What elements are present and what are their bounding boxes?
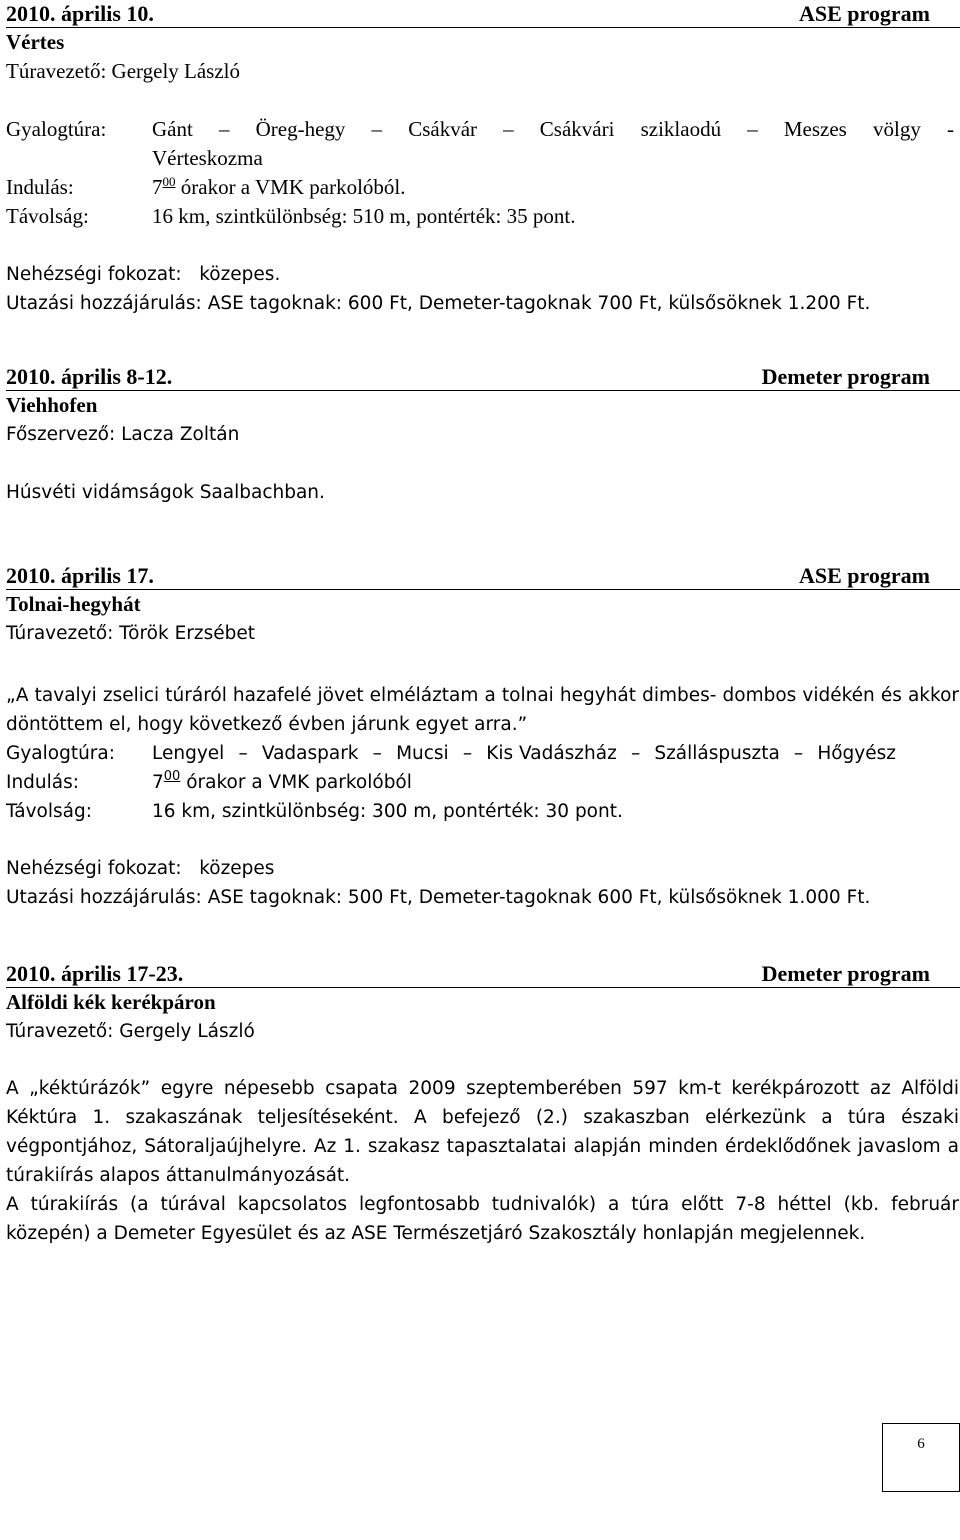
difficulty-label: Nehézségi fokozat: xyxy=(6,264,182,285)
distance-value: 16 km, szintkülönbség: 510 m, pontérték: 35 pont. xyxy=(152,204,576,228)
route-stop: Szálláspuszta xyxy=(654,743,780,764)
cost-label: Utazási hozzájárulás: xyxy=(6,887,202,908)
distance-row xyxy=(6,202,960,231)
hike-route-row xyxy=(6,739,960,768)
distance-row xyxy=(6,797,960,826)
route-stop: Mucsi xyxy=(396,743,449,764)
hike-route-cont: Vérteskozma xyxy=(152,146,263,170)
route-dash: – xyxy=(238,743,248,764)
event-date: 2010. április 10. xyxy=(6,1,154,26)
hike-route-cont-row xyxy=(6,144,960,173)
event-viehhofen xyxy=(6,363,960,562)
cost-value: ASE tagoknak: 500 Ft, Demeter-tagoknak 600 Ft, külsősöknek 1.000 Ft. xyxy=(207,887,871,908)
cost-label: Utazási hozzájárulás: xyxy=(6,293,202,314)
route-dash: – xyxy=(462,743,473,764)
cost-row xyxy=(6,883,960,912)
program-tag: Demeter program xyxy=(761,961,930,986)
distance-label: Távolság: xyxy=(6,204,89,228)
start-time: $7^{00}$ órakor a VMK parkolóból xyxy=(152,769,412,793)
event-leader: Túravezető: Török Erzsébet xyxy=(6,623,255,644)
event-header xyxy=(6,363,960,391)
cost-value: ASE tagoknak: 600 Ft, Demeter-tagoknak 700 Ft, külsősöknek 1.200 Ft. xyxy=(207,293,871,314)
route-stop: Gánt xyxy=(152,117,193,141)
route-stop: Lengyel xyxy=(152,743,225,764)
event-alfoldi-kek xyxy=(6,960,960,1248)
event-description: Húsvéti vidámságok Saalbachban. xyxy=(6,482,325,503)
event-quote: „A tavalyi zselici túráról hazafelé jövet elméláztam a tolnai hegyhát dimbes- dombos vidékén és akkor döntöttem el, hogy következő évben járunk egyet arra.” xyxy=(6,685,959,735)
difficulty-row xyxy=(6,260,960,289)
difficulty-value: közepes. xyxy=(199,264,281,285)
route-dash: – xyxy=(793,743,804,764)
event-leader: Főszervező: Lacza Zoltán xyxy=(6,424,240,445)
event-header xyxy=(6,960,960,988)
start-time: $7^{00}$ órakor a VMK parkolóból. xyxy=(152,174,406,199)
start-label: Indulás: xyxy=(6,772,79,793)
hike-route xyxy=(152,739,896,768)
hike-label: Gyalogtúra: xyxy=(6,743,115,764)
hike-route xyxy=(152,115,954,144)
event-header xyxy=(6,562,960,590)
program-tag: ASE program xyxy=(799,1,930,26)
start-row xyxy=(6,173,960,202)
difficulty-value: közepes xyxy=(199,858,275,879)
difficulty-label: Nehézségi fokozat: xyxy=(6,858,182,879)
route-stop: Öreg-hegy xyxy=(255,117,346,141)
route-stop: Csákvári xyxy=(539,117,615,141)
route-stop: Vadaspark xyxy=(261,743,359,764)
event-date: 2010. április 17-23. xyxy=(6,961,184,986)
route-stop: Meszes xyxy=(783,117,847,141)
start-row xyxy=(6,768,960,797)
event-title: Vértes xyxy=(6,30,65,54)
route-stop: sziklaodú xyxy=(640,117,722,141)
difficulty-row xyxy=(6,854,960,883)
route-dash: - xyxy=(946,117,954,141)
route-stop: Kis Vadászház xyxy=(486,743,617,764)
document-page xyxy=(6,0,960,1248)
route-dash: – xyxy=(371,117,383,141)
event-title: Tolnai-hegyhát xyxy=(6,592,141,616)
event-title: Viehhofen xyxy=(6,393,98,417)
route-stop: Hőgyész xyxy=(817,743,896,764)
event-leader: Túravezető: Gergely László xyxy=(6,59,241,83)
cost-row xyxy=(6,289,960,318)
event-paragraph: A „kéktúrázók” egyre népesebb csapata 2009 szeptemberében 597 km-t kerékpározott az Alföldi Kéktúra 1. szakaszának teljesítéseként. A befejező (2.) szakaszban elérkezünk a túra északi végpontjához, Sátoraljaújhelyre. Az 1. szakasz tapasztalatai alapján minden érdeklődőnek javaslom a túrakiírás alapos áttanulmányozását. xyxy=(6,1078,959,1186)
route-stop: völgy xyxy=(872,117,921,141)
route-dash: – xyxy=(372,743,382,764)
route-stop: Csákvár xyxy=(408,117,478,141)
event-header xyxy=(6,0,960,28)
event-paragraph: A túrakiírás (a túrával kapcsolatos legfontosabb tudnivalók) a túra előtt 7-8 héttel (kb. február közepén) a Demeter Egyesület és az ASE Természetjáró Szakosztály honlapján megjelennek. xyxy=(6,1194,959,1244)
hike-label: Gyalogtúra: xyxy=(6,117,107,141)
event-date: 2010. április 17. xyxy=(6,563,154,588)
event-date: 2010. április 8-12. xyxy=(6,364,173,389)
distance-value: 16 km, szintkülönbség: 300 m, pontérték: 30 pont. xyxy=(152,801,623,822)
event-tolnai-hegyhat xyxy=(6,562,960,960)
page-number: 6 xyxy=(882,1423,960,1492)
event-title: Alföldi kék kerékpáron xyxy=(6,990,216,1014)
program-tag: ASE program xyxy=(799,563,930,588)
hike-route-row xyxy=(6,115,960,144)
route-dash: – xyxy=(503,117,514,141)
program-tag: Demeter program xyxy=(761,364,930,389)
route-dash: – xyxy=(747,117,758,141)
event-leader: Túravezető: Gergely László xyxy=(6,1021,255,1042)
event-vertes xyxy=(6,0,960,363)
start-label: Indulás: xyxy=(6,175,74,199)
distance-label: Távolság: xyxy=(6,801,92,822)
route-dash: – xyxy=(218,117,230,141)
route-dash: – xyxy=(630,743,641,764)
